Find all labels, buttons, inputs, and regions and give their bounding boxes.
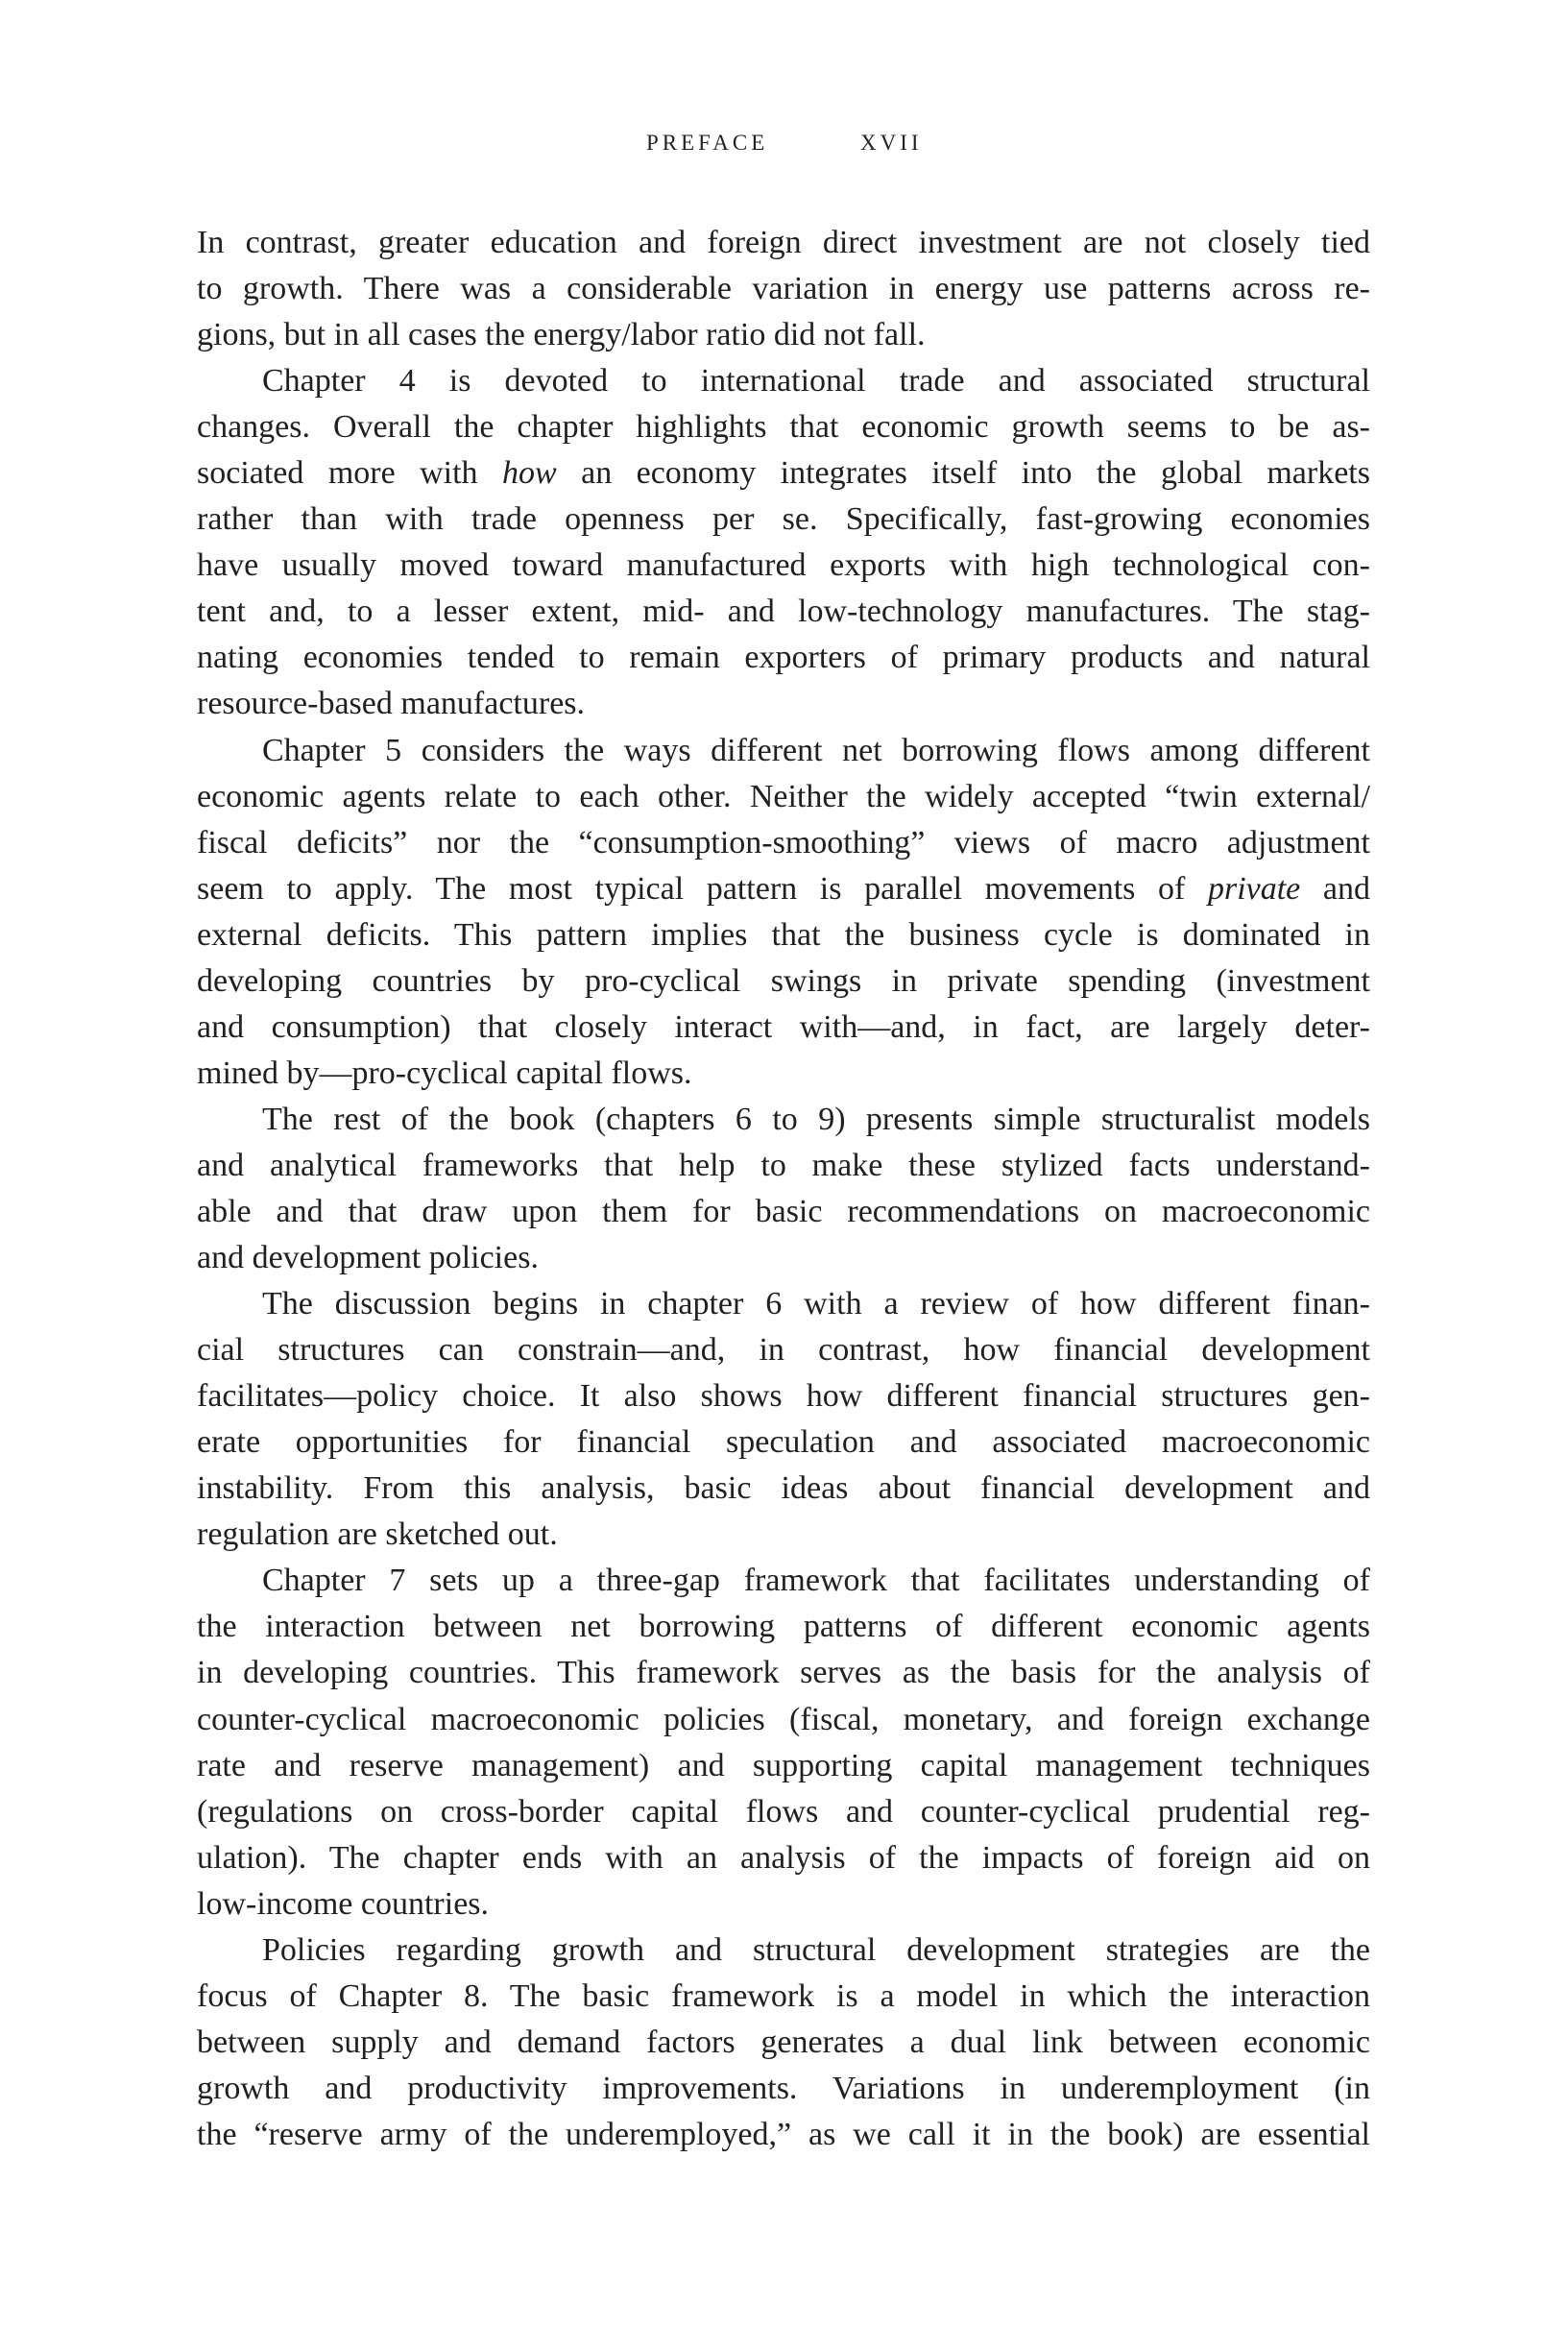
text-line: able and that draw upon them for basic recommendations on macroeconomic — [197, 1193, 1370, 1229]
text-line: developing countries by pro-cyclical swings in private spending (investment — [197, 962, 1370, 999]
text-line: erate opportunities for financial speculation and associated macroeconomic — [197, 1424, 1370, 1461]
emphasis-text: private — [1207, 870, 1301, 907]
text-line: and development policies. — [197, 1240, 539, 1276]
text-line: low-income countries. — [197, 1885, 490, 1922]
text-line: Chapter 7 sets up a three-gap framework that facilitates understanding of — [262, 1563, 1370, 1599]
text-line: rather than with trade openness per se. Specifically, fast-growing economies — [197, 501, 1370, 538]
text-line: resource-based manufactures. — [197, 686, 586, 722]
text-line: the “reserve army of the underemployed,” as we call it in the book) are essential — [197, 2116, 1370, 2152]
text-line: rate and reserve management) and supporting capital management techniques — [197, 1747, 1370, 1783]
text-line: regulation are sketched out. — [197, 1516, 558, 1553]
text-line: gions, but in all cases the energy/labor ratio did not fall. — [197, 317, 926, 353]
text-line: Chapter 4 is devoted to international trade and associated structural — [262, 363, 1370, 400]
text-line: seem to apply. The most typical pattern is parallel movements of private and — [197, 870, 1370, 907]
text-line: tent and, to a lesser extent, mid- and low-technology manufactures. The stag- — [197, 594, 1370, 630]
text-line: have usually moved toward manufactured exports with high technological con- — [197, 547, 1370, 584]
text-line: in developing countries. This framework serves as the basis for the analysis of — [197, 1655, 1370, 1691]
text-line: nating economies tended to remain exporters of primary products and natural — [197, 640, 1370, 676]
paragraph — [197, 220, 1370, 358]
text-line: facilitates—policy choice. It also shows how different financial structures gen- — [197, 1378, 1370, 1415]
text-line: external deficits. This pattern implies that the business cycle is dominated in — [197, 916, 1370, 953]
text-line: In contrast, greater education and foreign direct investment are not closely tied — [197, 225, 1370, 260]
running-head-section-title: PREFACE — [646, 131, 769, 155]
text-line: growth and productivity improvements. Variations in underemployment (in — [197, 2070, 1370, 2106]
body-text — [197, 220, 1370, 2158]
page-number: XVII — [860, 131, 923, 155]
paragraph — [197, 1281, 1370, 1558]
text-line: ulation). The chapter ends with an analysis of the impacts of foreign aid on — [197, 1839, 1370, 1876]
text-line: focus of Chapter 8. The basic framework is a model in which the interaction — [197, 1977, 1370, 2014]
text-line: fiscal deficits” nor the “consumption-smoothing” views of macro adjustment — [197, 824, 1370, 861]
text-line: changes. Overall the chapter highlights that economic growth seems to be as- — [197, 409, 1370, 446]
text-line: Policies regarding growth and structural development strategies are the — [262, 1931, 1370, 1968]
text-line: (regulations on cross-border capital flows and counter-cyclical prudential reg- — [197, 1793, 1370, 1830]
paragraph — [197, 1558, 1370, 1927]
text-line: mined by—pro-cyclical capital flows. — [197, 1055, 692, 1091]
text-line: between supply and demand factors generates a dual link between economic — [197, 2024, 1370, 2060]
text-line: to growth. There was a considerable variation in energy use patterns across re- — [197, 271, 1370, 307]
paragraph — [197, 728, 1370, 1097]
text-line: The rest of the book (chapters 6 to 9) presents simple structuralist models — [262, 1101, 1370, 1137]
paragraph — [197, 1097, 1370, 1281]
text-line: sociated more with how an economy integrates itself into the global markets — [197, 455, 1370, 492]
paragraph — [197, 358, 1370, 727]
text-line: and consumption) that closely interact with—and, in fact, are largely deter- — [197, 1008, 1370, 1045]
running-head — [0, 129, 1568, 158]
text-line: Chapter 5 considers the ways different net borrowing flows among different — [262, 732, 1370, 768]
text-line: instability. From this analysis, basic ideas about financial development and — [197, 1470, 1370, 1507]
text-line: the interaction between net borrowing patterns of different economic agents — [197, 1609, 1370, 1645]
text-line: counter-cyclical macroeconomic policies (fiscal, monetary, and foreign exchange — [197, 1701, 1370, 1737]
text-line: and analytical frameworks that help to make these stylized facts understand- — [197, 1147, 1370, 1183]
text-line: economic agents relate to each other. Neither the widely accepted “twin external/ — [197, 778, 1370, 814]
text-line: cial structures can constrain—and, in contrast, how financial development — [197, 1332, 1370, 1369]
text-line: The discussion begins in chapter 6 with a review of how different finan- — [262, 1286, 1370, 1322]
paragraph — [197, 1928, 1370, 2158]
emphasis-text: how — [501, 455, 557, 492]
